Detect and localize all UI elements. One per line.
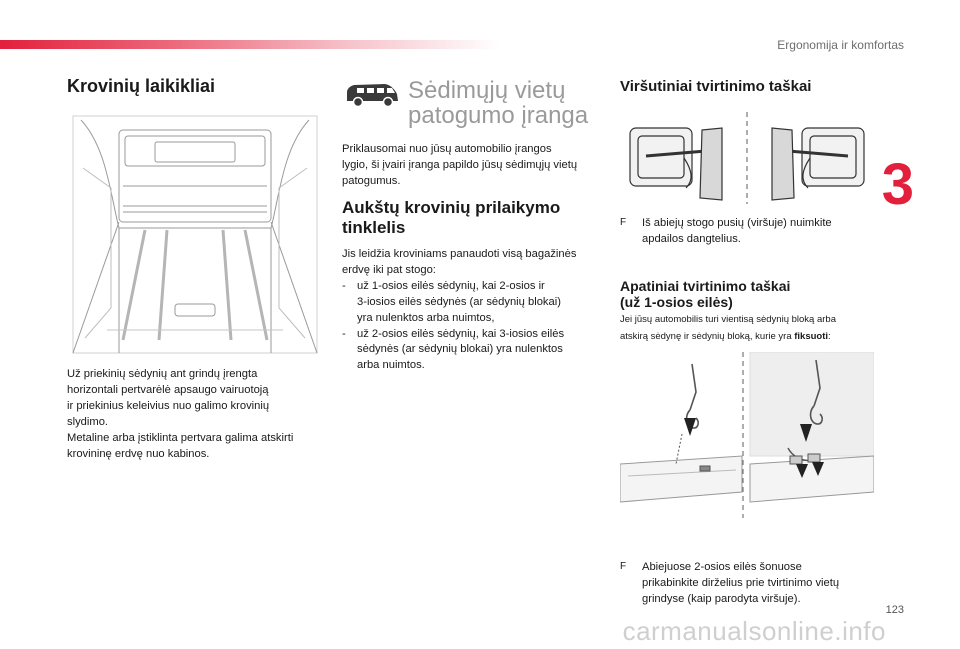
intro-line: lygio, ši įvairi įranga papildo jūsų sėdimųjų vietų [342, 158, 578, 171]
van-icon [344, 80, 400, 110]
cargo-area-illustration [67, 108, 323, 358]
list-line: arba nuimtos. [357, 359, 425, 372]
cargo-text-line: Už priekinių sėdynių ant grindų įrengta [67, 368, 258, 380]
list-dash: - [342, 327, 346, 340]
lower-anchors-instruction [620, 560, 904, 608]
list-item [342, 327, 607, 375]
cargo-holders-heading: Krovinių laikikliai [67, 76, 216, 96]
upper-anchors-heading: Viršutiniai tvirtinimo taškai [620, 78, 812, 95]
cargo-text-line: krovininę erdvę nuo kabinos. [67, 447, 210, 460]
cargo-text-line: ir priekinius keleivius nuo galimo krovinių [67, 399, 270, 412]
bullet-marker: F [620, 217, 627, 228]
list-line: už 2-osios eilės sėdynių, kai 3-iosios eilės [357, 327, 565, 340]
cargo-text-line: Metaline arba įstiklinta pertvara galima atskirti [67, 431, 294, 444]
instruction-line: apdailos dangtelius. [642, 232, 741, 245]
net-conditions-list [342, 279, 607, 374]
list-item [342, 279, 607, 327]
intro-text [342, 142, 607, 190]
upper-anchors-illustration [622, 110, 872, 206]
list-line: sėdynės (ar sėdynių blokai) yra nulenktos [357, 343, 563, 356]
lower-anchors-illustration [620, 352, 874, 518]
category-title-line: Sėdimųjų vietų [408, 77, 566, 104]
list-dash: - [342, 279, 346, 292]
list-line: 3-iosios eilės sėdynės (ar sėdynių blokai) [357, 295, 561, 308]
note-line: Jei jūsų automobilis turi vientisą sėdynių bloką arba [620, 314, 836, 325]
net-body-line: Jis leidžia kroviniams panaudoti visą bagažinės [342, 248, 577, 260]
section-title: Ergonomija ir komfortas [777, 38, 904, 52]
header-accent-bar [0, 40, 500, 49]
list-line: už 1-osios eilės sėdynių, kai 2-osios ir [357, 279, 545, 292]
lower-anchors-heading-line: (už 1-osios eilės) [620, 294, 733, 311]
bullet-marker: F [620, 560, 627, 572]
net-heading-line: Aukštų krovinių prilaikymo [342, 198, 561, 217]
note-punctuation: : [828, 330, 831, 342]
net-body-line: erdvę iki pat stogo: [342, 263, 436, 276]
category-title-line: patogumo įranga [408, 102, 589, 130]
upper-anchors-instruction [620, 216, 902, 248]
cargo-holders-text [67, 367, 327, 462]
list-line: yra nulenktos arba nuimtos, [357, 311, 495, 324]
intro-line: patogumus. [342, 174, 401, 187]
instruction-line: prikabinkite dirželius prie tvirtinimo vietų [642, 576, 840, 589]
net-heading-line: tinklelis [342, 217, 406, 237]
category-title [408, 78, 608, 128]
chapter-number: 3 [881, 152, 914, 217]
lower-anchors-note [620, 312, 882, 345]
instruction-line: Iš abiejų stogo pusių (viršuje) nuimkite [642, 217, 832, 229]
note-emphasis: fiksuoti [794, 330, 829, 342]
watermark: carmanualsonline.info [622, 616, 886, 646]
instruction-line: Abiejuose 2-osios eilės šonuose [642, 560, 802, 573]
net-body [342, 247, 607, 374]
intro-line: Priklausomai nuo jūsų automobilio įrangos [342, 143, 552, 155]
cargo-text-line: slydimo. [67, 415, 109, 428]
instruction-line: grindyse (kaip parodyta viršuje). [642, 592, 801, 605]
page-number: 123 [885, 604, 904, 616]
lower-anchors-heading [620, 278, 880, 310]
lower-anchors-heading-line: Apatiniai tvirtinimo taškai [620, 278, 791, 294]
cargo-text-line: horizontali pertvarėlė apsaugo vairuotoją [67, 383, 269, 396]
note-line [620, 329, 882, 346]
note-text: atskirą sėdynę ir sėdynių bloką, kurie yra [620, 330, 795, 342]
net-heading [342, 198, 602, 237]
